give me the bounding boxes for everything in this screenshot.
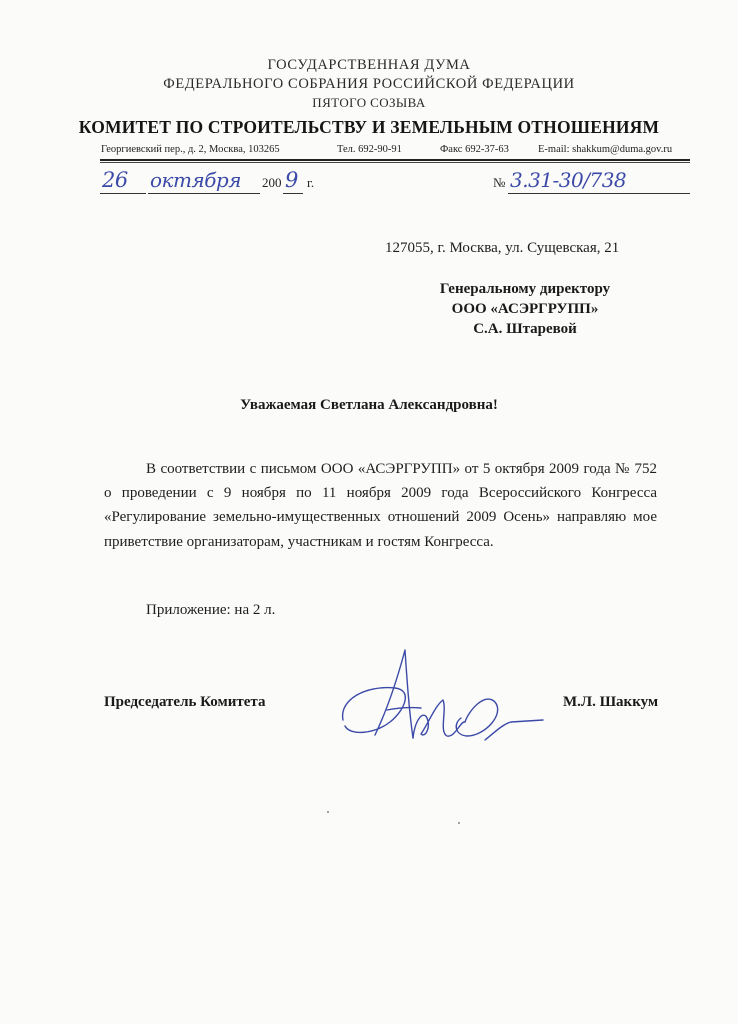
header-federal-assembly: ФЕДЕРАЛЬНОГО СОБРАНИЯ РОССИЙСКОЙ ФЕДЕРАЦИИ (163, 76, 575, 92)
letter-body: В соответствии с письмом ООО «АСЭРГРУПП» от 5 октября 2009 года № 752 о проведении с 9 ноября по 11 ноября 2009 года Всероссийского Конгресса «Регулирование земельно-имущественных отношений 2009 Осень» направляю мое приветствие организаторам, участникам и гостям Конгресса. (104, 461, 657, 550)
letter-attachment: Приложение: на 2 л. (146, 602, 276, 618)
committee-email: E-mail: shakkum@duma.gov.ru (538, 144, 673, 155)
signatory-name: М.Л. Шаккум (563, 694, 659, 710)
header-rule-thin (100, 162, 690, 163)
handwritten-signature (335, 640, 545, 760)
recipient-address: 127055, г. Москва, ул. Сущевская, 21 (385, 240, 620, 256)
date-day-handwritten: 26 (102, 168, 128, 192)
header-duma: ГОСУДАРСТВЕННАЯ ДУМА (267, 57, 471, 73)
paper-speck (458, 822, 460, 824)
header-convocation: ПЯТОГО СОЗЫВА (312, 95, 426, 110)
number-handwritten: 3.31-30/738 (510, 168, 627, 192)
signatory-title: Председатель Комитета (104, 694, 266, 710)
header-rule-thick (100, 159, 690, 161)
paper-speck (327, 811, 329, 813)
number-label: № (493, 175, 506, 190)
date-year-underline (283, 193, 303, 194)
number-underline (508, 193, 690, 194)
recipient-position: Генеральному директору (439, 281, 611, 297)
committee-address: Георгиевский пер., д. 2, Москва, 103265 (101, 144, 280, 155)
date-year-suffix: г. (307, 175, 315, 190)
date-day-underline (100, 193, 146, 194)
letter-greeting: Уважаемая Светлана Александровна! (240, 397, 498, 413)
date-year-prefix: 200 (262, 175, 282, 190)
date-month-handwritten: октября (150, 168, 241, 192)
committee-fax: Факс 692-37-63 (440, 144, 509, 155)
date-month-underline (148, 193, 260, 194)
committee-title: КОМИТЕТ ПО СТРОИТЕЛЬСТВУ И ЗЕМЕЛЬНЫМ ОТНОШЕНИЯМ (78, 117, 660, 137)
committee-phone: Тел. 692-90-91 (337, 144, 402, 155)
recipient-company: ООО «АСЭРГРУПП» (451, 301, 599, 317)
recipient-name: С.А. Штаревой (473, 321, 577, 337)
date-year-handwritten: 9 (285, 168, 298, 192)
